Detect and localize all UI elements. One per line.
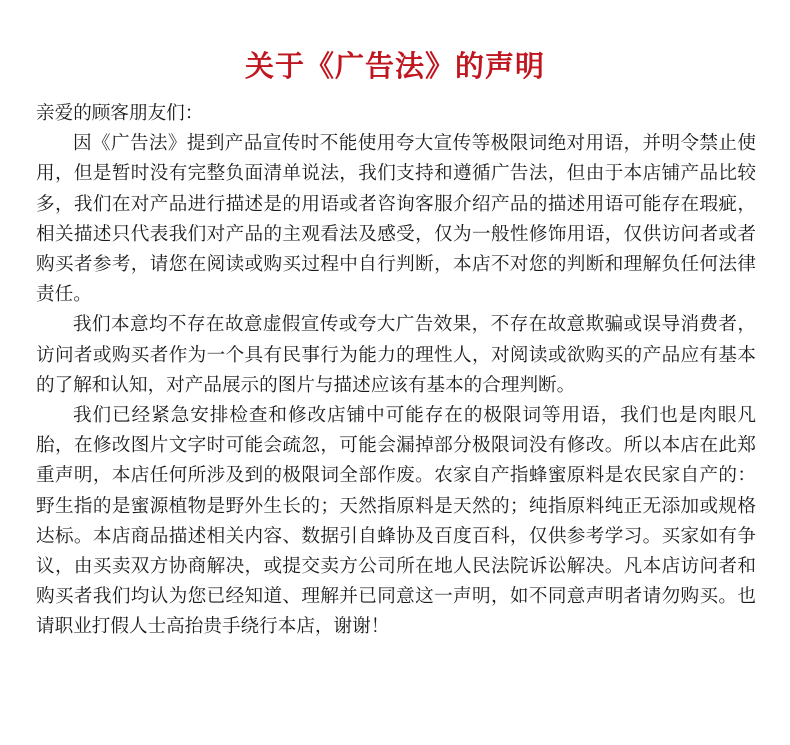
- notice-greeting: 亲爱的顾客朋友们：: [36, 103, 204, 124]
- notice-paragraph-3: 我们已经紧急安排检查和修改店铺中可能存在的极限词等用语，我们也是肉眼凡胎，在修改图片文字时可能会疏忽，可能会漏掉部分极限词没有修改。所以本店在此郑重声明，本店任何所涉及到的极限词全部作废。农家自产指蜂蜜原料是农民家自产的：野生指的是蜜源植物是野外生长的；天然指原料是天然的；纯指原料纯正无添加或规格达标。本店商品描述相关内容、数据引自蜂协及百度百科，仅供参考学习。买家如有争议，由买卖双方协商解决，或提交卖方公司所在地人民法院诉讼解决。凡本店访问者和购买者我们均认为您已经知道、理解并已同意这一声明，如不同意声明者请勿购买。也请职业打假人士高抬贵手绕行本店，谢谢！: [36, 405, 756, 638]
- notice-body: [36, 99, 756, 643]
- notice-paragraph-1: 因《广告法》提到产品宣传时不能使用夸大宣传等极限词绝对用语，并明令禁止使用，但是暂时没有完整负面清单说法，我们支持和遵循广告法，但由于本店铺产品比较多，我们在对产品进行描述是的用语或者咨询客服介绍产品的描述用语可能存在瑕疵，相关描述只代表我们对产品的主观看法及感受，仅为一般性修饰用语，仅供访问者或者购买者参考，请您在阅读或购买过程中自行判断，本店不对您的判断和理解负任何法律责任。: [36, 133, 756, 306]
- notice-title: 关于《广告法》的声明: [244, 49, 545, 83]
- notice-paragraph-2: 我们本意均不存在故意虚假宣传或夸大广告效果，不存在故意欺骗或误导消费者，访问者或购买者作为一个具有民事行为能力的理性人，对阅读或欲购买的产品应有基本的了解和认知，对产品展示的图片与描述应该有基本的合理判断。: [36, 314, 756, 396]
